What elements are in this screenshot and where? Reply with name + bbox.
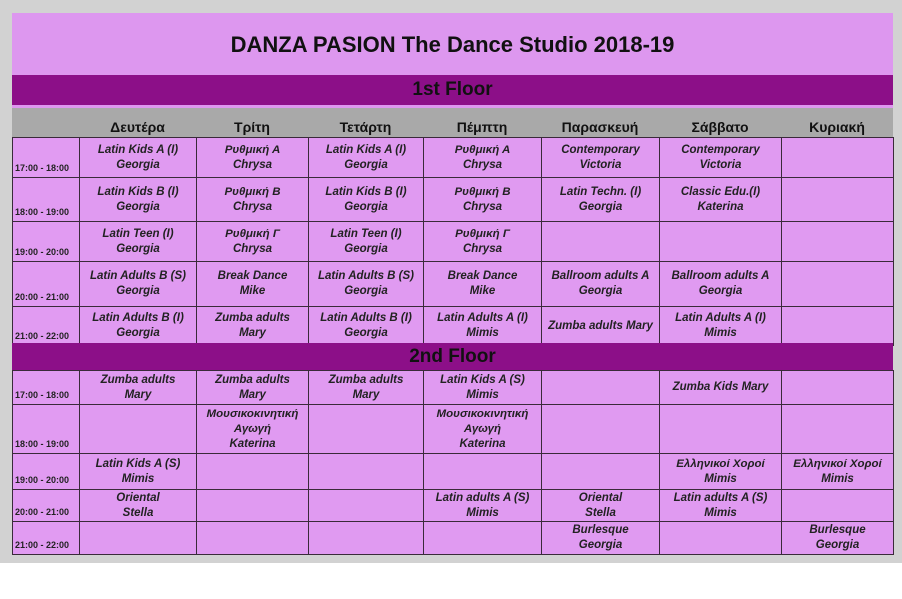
- instructor-name: Georgia: [698, 285, 743, 297]
- class-cell: [660, 307, 782, 346]
- class-name: Break Dance: [447, 270, 518, 282]
- time-slot-label: 19:00 - 20:00: [13, 222, 80, 262]
- instructor-name: Georgia: [578, 539, 623, 551]
- class-name: Ρυθμική Γ: [455, 227, 510, 240]
- time-slot-label: 21:00 - 22:00: [13, 307, 80, 346]
- empty-cell: [424, 454, 542, 490]
- class-cell: [424, 222, 542, 262]
- empty-cell: [80, 405, 197, 454]
- class-cell: [542, 138, 660, 178]
- class-name: Latin Kids A (I): [325, 143, 407, 156]
- class-name: Αγωγή: [233, 422, 272, 435]
- class-cell: [542, 522, 660, 555]
- class-name: Ελληνικοί Χοροί: [676, 457, 765, 470]
- empty-cell: [660, 522, 782, 555]
- class-name: Zumba adults: [328, 373, 404, 386]
- schedule-row: [13, 138, 894, 178]
- empty-cell: [80, 522, 197, 555]
- class-name: Ρυθμική Α: [224, 143, 281, 156]
- time-slot-label: 19:00 - 20:00: [13, 454, 80, 490]
- class-cell: [309, 222, 424, 262]
- class-name: Latin Techn. (I): [559, 185, 642, 198]
- empty-cell: [782, 262, 894, 307]
- empty-cell: [424, 522, 542, 555]
- instructor-name: Chrysa: [463, 158, 502, 171]
- instructor-name: Mike: [239, 285, 266, 297]
- instructor-name: Stella: [122, 506, 154, 519]
- class-name: Break Dance: [217, 270, 288, 282]
- instructor-name: Mimis: [466, 388, 499, 401]
- class-cell: [660, 178, 782, 222]
- class-name: Latin Teen (I): [102, 227, 174, 240]
- schedule-row: [13, 262, 894, 307]
- class-name: Ελληνικοί Χοροί: [793, 457, 882, 470]
- empty-cell: [782, 178, 894, 222]
- instructor-name: Mary: [352, 388, 380, 401]
- instructor-name: Chrysa: [233, 200, 272, 213]
- instructor-name: Mary: [124, 388, 152, 401]
- empty-cell: [782, 490, 894, 522]
- schedule-row: [13, 371, 894, 405]
- instructor-name: Mimis: [466, 327, 499, 339]
- class-cell: [660, 138, 782, 178]
- instructor-name: Georgia: [344, 327, 388, 339]
- class-name: Latin adults A (S): [435, 491, 530, 504]
- instructor-name: Georgia: [344, 200, 388, 213]
- class-cell: [309, 178, 424, 222]
- class-name: Contemporary: [561, 143, 640, 156]
- instructor-name: Chrysa: [463, 242, 502, 255]
- instructor-name: Mike: [469, 285, 496, 297]
- class-cell: [80, 307, 197, 346]
- class-cell: [424, 307, 542, 346]
- instructor-name: Chrysa: [463, 200, 502, 213]
- instructor-name: Katerina: [697, 200, 744, 213]
- class-cell: [542, 490, 660, 522]
- class-cell: [309, 307, 424, 346]
- class-name: Latin Adults A (I): [437, 312, 528, 324]
- class-name: Μουσικοκινητική: [436, 407, 529, 420]
- class-name: Burlesque: [809, 524, 866, 536]
- class-cell: [424, 371, 542, 405]
- class-name: Classic Edu.(I): [680, 185, 761, 198]
- class-cell: [197, 371, 309, 405]
- instructor-name: Georgia: [344, 285, 388, 297]
- instructor-name: Georgia: [815, 539, 860, 551]
- day-header-saturday: Σάββατο: [691, 119, 749, 135]
- class-cell: [542, 178, 660, 222]
- class-name: Zumba adults: [215, 373, 290, 386]
- class-name: Latin Kids A (I): [97, 143, 179, 156]
- class-cell: [782, 522, 894, 555]
- empty-cell: [782, 405, 894, 454]
- class-cell: [424, 178, 542, 222]
- class-cell: [197, 222, 309, 262]
- class-name: Zumba adults: [100, 373, 176, 386]
- empty-cell: [542, 454, 660, 490]
- class-cell: [424, 490, 542, 522]
- day-header-sunday: Κυριακή: [809, 119, 865, 135]
- class-cell: [309, 138, 424, 178]
- day-header-monday: Δευτέρα: [110, 119, 165, 135]
- class-cell: [80, 371, 197, 405]
- instructor-name: Mimis: [466, 506, 499, 519]
- empty-cell: [197, 490, 309, 522]
- class-cell: [197, 138, 309, 178]
- time-slot-label: 21:00 - 22:00: [13, 522, 80, 555]
- class-name: Latin Adults B (I): [320, 312, 412, 324]
- instructor-name: Georgia: [578, 285, 623, 297]
- floor-1-schedule-table: [12, 137, 894, 346]
- instructor-name: Stella: [585, 506, 616, 519]
- class-cell: [309, 371, 424, 405]
- empty-cell: [660, 405, 782, 454]
- empty-cell: [542, 371, 660, 405]
- time-slot-label: 20:00 - 21:00: [13, 262, 80, 307]
- class-name: Ballroom adults A: [671, 270, 770, 282]
- schedule-row: [13, 454, 894, 490]
- class-name: Oriental: [578, 491, 623, 504]
- class-cell: [660, 262, 782, 307]
- class-name: Burlesque: [572, 524, 629, 536]
- class-cell: [80, 138, 197, 178]
- empty-cell: [309, 522, 424, 555]
- empty-cell: [197, 454, 309, 490]
- class-name: Latin Kids A (S): [95, 457, 181, 470]
- class-cell: [80, 490, 197, 522]
- class-cell: [309, 262, 424, 307]
- class-name: Ρυθμική Β: [224, 185, 281, 198]
- schedule-row: [13, 307, 894, 346]
- time-slot-label: 17:00 - 18:00: [13, 138, 80, 178]
- class-name: Ρυθμική Γ: [225, 227, 280, 240]
- empty-cell: [782, 307, 894, 346]
- floor-2-schedule-table: [12, 370, 894, 555]
- empty-cell: [660, 222, 782, 262]
- page-title: DANZA PASION The Dance Studio 2018-19: [12, 13, 893, 73]
- instructor-name: Georgia: [116, 158, 160, 171]
- class-name: Zumba Kids Mary: [672, 381, 769, 393]
- instructor-name: Georgia: [116, 242, 160, 255]
- time-slot-label: 17:00 - 18:00: [13, 371, 80, 405]
- class-name: Latin Kids B (I): [97, 185, 179, 198]
- class-name: Latin Adults A (I): [675, 312, 766, 324]
- class-name: Latin Kids B (I): [325, 185, 407, 198]
- time-slot-label: 20:00 - 21:00: [13, 490, 80, 522]
- instructor-name: Katerina: [229, 437, 276, 450]
- class-cell: [80, 454, 197, 490]
- class-name: Ballroom adults A: [551, 270, 650, 282]
- instructor-name: Victoria: [579, 158, 622, 171]
- instructor-name: Mimis: [121, 472, 155, 485]
- floor-2-banner: 2nd Floor: [12, 343, 893, 370]
- instructor-name: Georgia: [116, 285, 160, 297]
- day-header-wednesday: Τετάρτη: [339, 119, 392, 135]
- instructor-name: Mimis: [704, 506, 737, 519]
- empty-cell: [542, 222, 660, 262]
- instructor-name: Mary: [239, 327, 266, 339]
- empty-cell: [309, 454, 424, 490]
- class-cell: [542, 262, 660, 307]
- class-cell: [542, 307, 660, 346]
- class-name: Ρυθμική Α: [454, 143, 511, 156]
- time-slot-label: 18:00 - 19:00: [13, 178, 80, 222]
- instructor-name: Georgia: [344, 242, 388, 255]
- instructor-name: Chrysa: [233, 242, 272, 255]
- empty-cell: [309, 405, 424, 454]
- instructor-name: Katerina: [459, 437, 506, 450]
- class-name: Oriental: [116, 491, 160, 504]
- class-name: Latin Adults B (I): [92, 312, 184, 324]
- class-cell: [424, 405, 542, 454]
- instructor-name: Victoria: [699, 158, 742, 171]
- empty-cell: [542, 405, 660, 454]
- schedule-row: [13, 222, 894, 262]
- class-cell: [660, 490, 782, 522]
- class-name: Ρυθμική Β: [454, 185, 511, 198]
- class-cell: [782, 454, 894, 490]
- schedule-row: [13, 178, 894, 222]
- class-cell: [424, 262, 542, 307]
- instructor-name: Georgia: [578, 200, 623, 213]
- empty-cell: [782, 138, 894, 178]
- empty-cell: [782, 371, 894, 405]
- schedule-row: [13, 490, 894, 522]
- class-cell: [197, 405, 309, 454]
- instructor-name: Georgia: [116, 200, 160, 213]
- empty-cell: [197, 522, 309, 555]
- time-slot-label: 18:00 - 19:00: [13, 405, 80, 454]
- class-name: Latin Kids A (S): [440, 373, 525, 386]
- class-name: Latin Teen (I): [330, 227, 402, 240]
- class-cell: [197, 262, 309, 307]
- instructor-name: Mary: [239, 388, 266, 401]
- instructor-name: Mimis: [821, 472, 854, 485]
- day-header-thursday: Πέμπτη: [456, 119, 508, 135]
- instructor-name: Mimis: [704, 472, 737, 485]
- instructor-name: Georgia: [116, 327, 160, 339]
- instructor-name: Mimis: [704, 327, 737, 339]
- day-header-friday: Παρασκευή: [561, 119, 639, 135]
- class-name: Latin Adults B (S): [89, 270, 187, 282]
- class-name: Μουσικοκινητική: [206, 407, 299, 420]
- instructor-name: Georgia: [344, 158, 388, 171]
- class-name: Contemporary: [681, 143, 760, 156]
- class-name: Zumba adults: [215, 312, 290, 324]
- class-name: Αγωγή: [463, 422, 502, 435]
- day-header-tuesday: Τρίτη: [234, 119, 270, 135]
- class-cell: [80, 178, 197, 222]
- class-cell: [80, 222, 197, 262]
- schedule-row: [13, 522, 894, 555]
- floor-1-banner: 1st Floor: [12, 75, 893, 105]
- class-cell: [197, 307, 309, 346]
- class-cell: [424, 138, 542, 178]
- class-cell: [197, 178, 309, 222]
- class-name: Latin Adults B (S): [317, 270, 415, 282]
- class-cell: [80, 262, 197, 307]
- class-name: Latin adults A (S): [673, 491, 768, 504]
- empty-cell: [309, 490, 424, 522]
- schedule-row: [13, 405, 894, 454]
- empty-cell: [782, 222, 894, 262]
- instructor-name: Chrysa: [233, 158, 272, 171]
- class-name: Zumba adults Mary: [548, 319, 653, 332]
- class-cell: [660, 454, 782, 490]
- class-cell: [660, 371, 782, 405]
